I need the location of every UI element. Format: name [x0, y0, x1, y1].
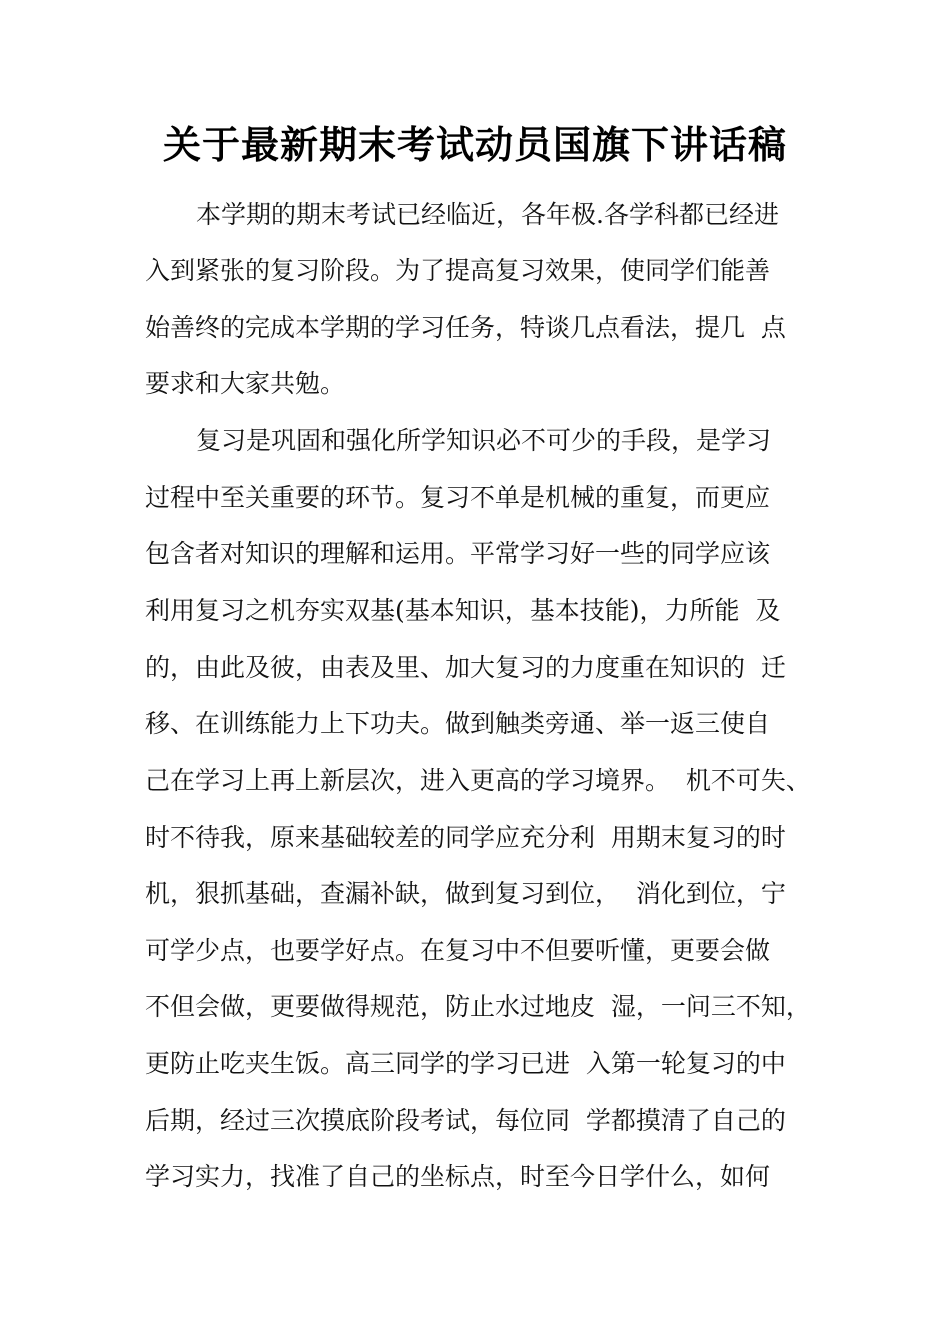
paragraph-line: 学习实力，找准了自己的坐标点，时至今日学什么，如何	[145, 1162, 771, 1191]
paragraph-line: 己在学习上再上新层次，进入更高的学习境界。 机不可失、	[145, 766, 811, 795]
paragraph-line: 时不待我，原来基础较差的同学应充分利 用期末复习的时	[145, 823, 786, 852]
paragraph-line: 本学期的期末考试已经临近，各年极.各学科都已经进	[196, 200, 779, 229]
paragraph-line: 后期，经过三次摸底阶段考试，每位同 学都摸清了自己的	[145, 1106, 786, 1135]
paragraph-line: 可学少点，也要学好点。在复习中不但要听懂，更要会做	[145, 936, 771, 965]
paragraph-line: 入到紧张的复习阶段。为了提高复习效果，使同学们能善	[145, 256, 771, 285]
paragraph-line: 要求和大家共勉。	[145, 369, 346, 398]
paragraph-line: 始善终的完成本学期的学习任务，特谈几点看法，提几 点	[145, 313, 786, 342]
paragraph-line: 过程中至关重要的环节。复习不单是机械的重复，而更应	[145, 483, 771, 512]
paragraph-line: 复习是巩固和强化所学知识必不可少的手段，是学习	[196, 426, 772, 455]
paragraph-line: 不但会做，更要做得规范，防止水过地皮 湿，一问三不知，	[145, 992, 811, 1021]
paragraph-line: 移、在训练能力上下功夫。做到触类旁通、举一返三使自	[145, 709, 771, 738]
paragraph-line: 机，狠抓基础，查漏补缺，做到复习到位， 消化到位，宁	[145, 879, 786, 908]
paragraph-line: 包含者对知识的理解和运用。平常学习好一些的同学应该	[145, 539, 771, 568]
paragraph-line: 的，由此及彼，由表及里、加大复习的力度重在知识的 迁	[145, 653, 786, 682]
document-title: 关于最新期末考试动员国旗下讲话稿	[162, 122, 787, 167]
paragraph-line: 更防止吃夹生饭。高三同学的学习已进 入第一轮复习的中	[145, 1049, 786, 1078]
paragraph-line: 利用复习之机夯实双基(基本知识，基本技能)，力所能 及	[145, 596, 781, 625]
